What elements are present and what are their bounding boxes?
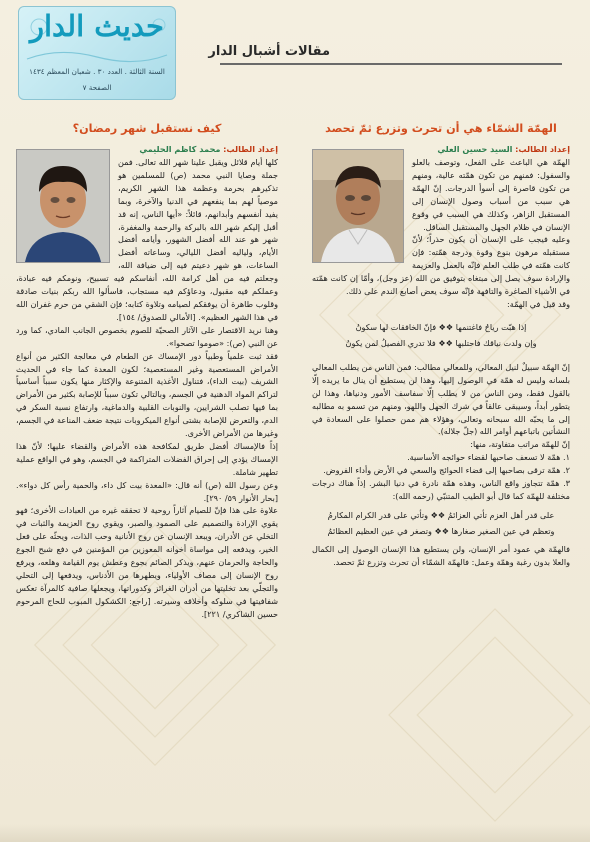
author-label: إعداد الطالب: bbox=[515, 144, 570, 154]
poem-block bbox=[312, 319, 570, 351]
logo-title: حديث الدار bbox=[30, 9, 164, 43]
paragraph: الهمّة هي الباعث على الفعل، وتوصف بالعلو والسفول: فمنهم من تكون همّته عالية، ومنهم من تكون قاصرة إلى أسوأ الدرجات. إنّ الهمّة هي سبب من أسباب وصول الإنسان إلى المستقبل الزاهر، وكذلك هي السبب في وقوع الإنسان في ظلام الجهل والمستقبل الساقل. bbox=[412, 157, 570, 232]
portrait-image bbox=[313, 150, 403, 262]
issue-line: السنة الثالثة . العدد ٣٠ . شعبان المعظم ١٤٣٤ bbox=[29, 67, 165, 76]
paragraph: إنّ الهمّة سبيلٌ لنيل المعالي، وللمعالي مطالب: فمن الناس من يطلب المعالي بلسانه وليس له همّة في الوصول إليها، وهذا لن يستطيع أن ينال ما يريده إلّا بالقول فقط، ومن الناس من لا يطلب إلّا سفاسف الأمور ودنياها، وهذا لن يتطور أبداً، وسيبقى عالقاً في شرك الجهل واللهو، ومنهم من تسمو به مطالبه إلى ما يحبّه الله سبحانه وتعالى، وهؤلاء هم ممن حصلوا على السعادة في النشأتين باتباعهم أوامر الله (جلّ جلاله). bbox=[312, 361, 570, 437]
poem-line: وإن ولدت نياقك فاحتلبها ❖❖ فلا تدري الفصيلُ لمن يكونُ bbox=[345, 337, 537, 348]
author-photo bbox=[312, 149, 404, 263]
paragraph: علاوة على هذا فإنّ للصيام آثاراً روحية لا تحققه غيره من العبادات الأخرى؛ فهو يقوي الإرادة والتصميم على الصمود والصبر، ويقوي روح العزيمة والثبات في التخلي عن الأدران، ويبعد الإنسان عن روح الأنانية وحب الذات، ويحثّه على فعل الخير، ويدفعه إلى مواساة أخوانه المعوزين من المؤمنين في دفع شبح الجوع والحاجة والحرمان عنهم، ويذكر الصائم بجوع وعطش يوم القيامة وهلعه، ويرفع روح الإنسان إلى مصاف الأولياء، ويطهرها من الأدناس، ويدفعها إلى التحلي والتجلّي بعد تخليتها من أدران الغرائز وكدوراتها، ويجعلها صافية كالمرآة تعكس شفافيتها في سلوكه وأخلاقه وسيرته. [راجع: الكشكول المبوب للحاج المرحوم حسين الشاكري/ ٢٢١]. bbox=[16, 505, 278, 619]
paragraph: وهنا نريد الاقتصار على الآثار الصحيّة للصوم بخصوص الجانب المادي، كما ورد عن النبي (ص): «صوموا تصحوا». bbox=[16, 324, 278, 348]
poem-line: على قدر أهل العزم تأتي العزائمُ ❖❖ وتأتي على قدر الكرام المكارمُ bbox=[327, 509, 555, 520]
list-item: ١. همّة لا تسعف صاحبها لقضاء حوائجه الأساسية. bbox=[407, 452, 570, 463]
closing-paragraph: فالهمّة هي عمود أمر الإنسان، ولن يستطيع هذا الإنسان الوصول إلى الكمال والعلا بدون رغبة وهمّة وعمل: فالهمّة الشمّاء أن تحرث وتزرع ثمّ تحصد. bbox=[312, 543, 570, 567]
page-bottom-shade bbox=[0, 824, 590, 842]
paragraph: فقد ثبت علمياً وطبياً دور الإمساك عن الطعام في معالجة الكثير من أنواع الأمراض المستعصية وغير المستعصية؛ لكون المعدة كما جاء في الحديث الشريف (بيت الداء)، فتناول الأغذية المتنوعة والإكثار منها يكون سبباً أساسياً لتراكم المواد الدهنية في الجسم، وبالتالي تكون سبباً للإصابة بكثير من الأمراض بما فيها تصلب الشرايين، والنوبات القلبية والدماغية، وارتفاع نسبة السكر في الدم، والتعرض للإصابة بشتى أنواع الميكروبات نتيجة ضعف المناعة في الجسم، وغيرها من الأمراض الأخرى. bbox=[16, 350, 278, 439]
paragraph: وقد قيل في الهمّة: bbox=[507, 298, 570, 309]
list-item: ٢. همّة ترقى بصاحبها إلى قضاء الحوائج والسعي في الأرض وأداء الفروض. bbox=[323, 465, 570, 476]
levels-list bbox=[312, 451, 570, 503]
article-left bbox=[16, 122, 278, 621]
paragraph: إذاً فالإمساك أفضل طريق لمكافحة هذه الأمراض والقضاء عليها؛ لأنّ هذا الإمساك يؤدي إلى إحراق الفضلات المتراكمة في الجسم، وهو في الواقع عملية تطهير شاملة. bbox=[16, 440, 278, 477]
paragraph: كلها أيام قلائل ويقبل علينا شهر الله تعالى. فمن جملة وصايا النبي محمد (ص) للمسلمين هو تذكيرهم بحرمة وعظمة هذا الشهر الكريم، موصياً لهم بما ينفعهم في الدنيا والآخرة، وبما يفيد أنفسهم وأبدانهم، قائلاً: «أيها الناس، إنه قد أقبل إليكم شهر الله بالبركة والرحمة والمغفرة، شهر هو عند الله أفضل الشهور، وأيامه أفضل الأيام، ولياليه أفضل الليالي، وساعاته أفضل الساعات، هو شهر دعيتم فيه إلى ضيافة الله، وجعلتم فيه من أهل كرامة الله، أنفاسكم فيه تسبيح، ونومكم فيه عبادة، وعملكم فيه مقبول، ودعاؤكم فيه مستجاب، فاسألوا الله ربكم بنيات صادقة وقلوب طاهرة أن يوفقكم لصيامه وتلاوة كتابه؛ فإن الشقي من حرم غفران الله في هذا الشهر العظيم». [الأمالي للصدوق/ ١٥٤]. bbox=[16, 157, 278, 322]
paragraph: وعليه فيجب على الإنسان أن يكون حذراً؛ لأنّ مستقبله مرهون بنوع وقوة ودرجة همّته: فإن كانت همّته في طلب العلم فإنّه بالعمل والعزيمة والإرادة سوف يصل إلى مبتغاه بتوفيق من الله (عز وجل)، وأمّا إن كانت همّته في الأشياء الصاغرة والتافهة فإنّه سوف يعض أصابع الندم على ذلك. bbox=[312, 234, 570, 297]
author-label: إعداد الطالب: bbox=[223, 144, 278, 154]
portrait-image bbox=[17, 150, 109, 262]
magazine-logo bbox=[18, 6, 176, 100]
paragraph: إنّ للهمّة مراتب متفاوتة، منها: bbox=[470, 439, 570, 450]
poem-line: وتعظم في عين الصغير صغارها ❖❖ وتصغر في عين العظيم العظائمُ bbox=[327, 525, 555, 536]
section-title: مقالات أشبال الدار bbox=[208, 44, 330, 59]
poem-block bbox=[312, 507, 570, 539]
header-rule bbox=[220, 63, 562, 65]
author-name: السيد حسين العلي bbox=[437, 144, 513, 154]
poem-line: إذا هبّت رياحُ فاغتنمها ❖❖ فإنّ الخافقات لها سكونُ bbox=[355, 321, 527, 332]
paragraph: وعن رسول الله (ص) أنه قال: «المعدة بيت كل داء، والحمية رأس كل دواء». [بحار الأنوار ٥٩/ ٢٩٠]. bbox=[16, 479, 278, 503]
page-number: الصفحة ٧ bbox=[82, 83, 112, 92]
article-title: الهمّة الشمّاء هي أن تحرث وتزرع ثمّ تحصد bbox=[325, 122, 557, 135]
list-item: ٣. همّة تتجاوز واقع الناس، وهذه همّة نادرة في دنيا البشر. إذاً هناك درجات مختلفة للهمّة كما قال أبو الطيب المتنبّي (رحمه الله): bbox=[312, 478, 570, 501]
article-title: كيف نستقبل شهر رمضان؟ bbox=[72, 122, 222, 135]
page-header bbox=[0, 0, 590, 104]
article-right bbox=[312, 122, 570, 569]
author-name: محمد كاظم الحليمي bbox=[139, 144, 221, 154]
author-photo bbox=[16, 149, 110, 263]
